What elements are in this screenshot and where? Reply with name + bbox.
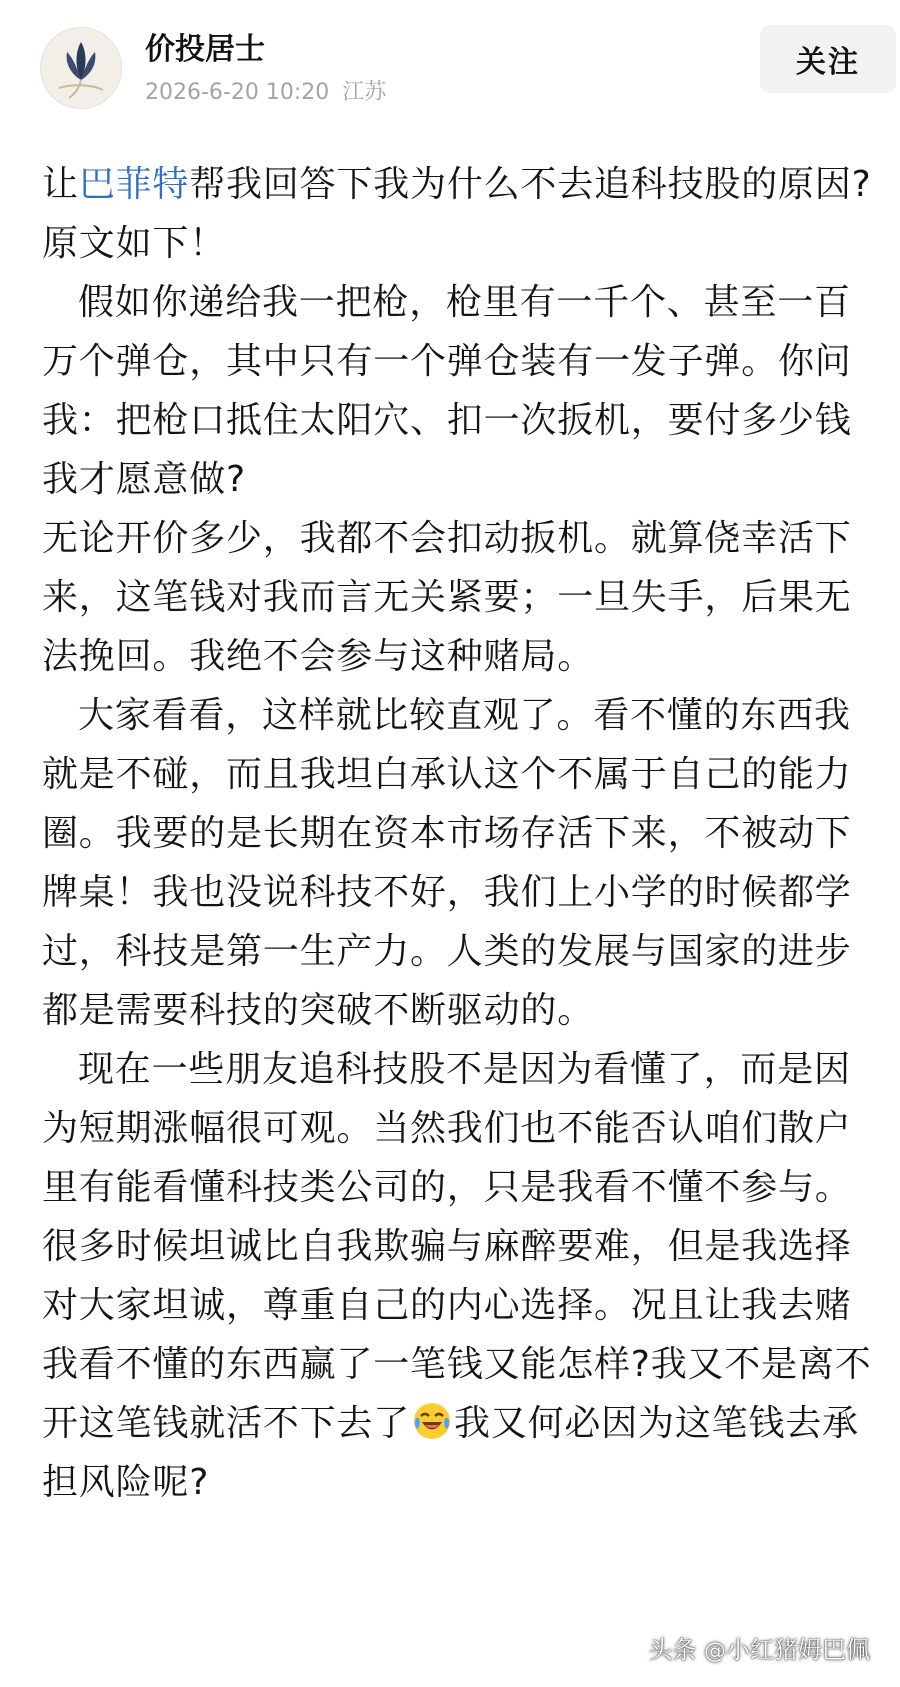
laughing-tears-emoji-icon: [412, 1401, 452, 1441]
follow-button[interactable]: 关注: [760, 25, 896, 93]
paragraph-1: [42, 155, 872, 273]
text-segment: 我又何必因为这笔钱去承担风险呢?: [42, 1403, 859, 1503]
avatar[interactable]: [40, 27, 122, 109]
post-timestamp: 2026-6-20 10:20: [145, 80, 330, 105]
text-segment: 让: [42, 164, 79, 205]
watermark-at: @: [704, 1639, 726, 1664]
post-meta: [145, 78, 386, 108]
paragraph-5: [42, 1040, 872, 1512]
avatar-lotus-icon: [41, 28, 121, 108]
mention-link[interactable]: 巴菲特: [78, 164, 190, 205]
paragraph-2: 假如你递给我一把枪，枪里有一千个、甚至一百万个弹仓，其中只有一个弹仓装有一发子弹。你问我：把枪口抵住太阳穴、扣一次扳机，要付多少钱我才愿意做?: [42, 282, 852, 500]
post-header: [0, 0, 900, 130]
post-location: 江苏: [342, 80, 387, 105]
paragraph-3: 无论开价多少，我都不会扣动扳机。就算侥幸活下来，这笔钱对我而言无关紧要；一旦失手，后果无法挽回。我绝不会参与这种赌局。: [42, 518, 852, 677]
watermark-handle: 小红猪姆巴佩: [726, 1636, 870, 1664]
paragraph-4: 大家看看，这样就比较直观了。看不懂的东西我就是不碰，而且我坦白承认这个不属于自己的能力圈。我要的是长期在资本市场存活下来，不被动下牌桌！我也没说科技不好，我们上小学的时候都学过，科技是第一生产力。人类的发展与国家的进步都是需要科技的突破不断驱动的。: [42, 695, 852, 1031]
post-body: [42, 155, 872, 1512]
platform-watermark: [648, 1635, 870, 1667]
text-segment: 帮我回答下我为什么不去追科技股的原因?原文如下！: [42, 164, 872, 264]
author-name[interactable]: 价投居士: [145, 32, 265, 67]
text-segment: 现在一些朋友追科技股不是因为看懂了，而是因为短期涨幅很可观。当然我们也不能否认咱们散户里有能看懂科技类公司的，只是我看不懂不参与。很多时候坦诚比自我欺骗与麻醉要难，但是我选择对大家坦诚，尊重自己的内心选择。况且让我去赌我看不懂的东西赢了一笔钱又能怎样?我又不是离不开这笔钱就活不下去了: [42, 1049, 872, 1444]
watermark-platform: 头条: [648, 1636, 697, 1664]
